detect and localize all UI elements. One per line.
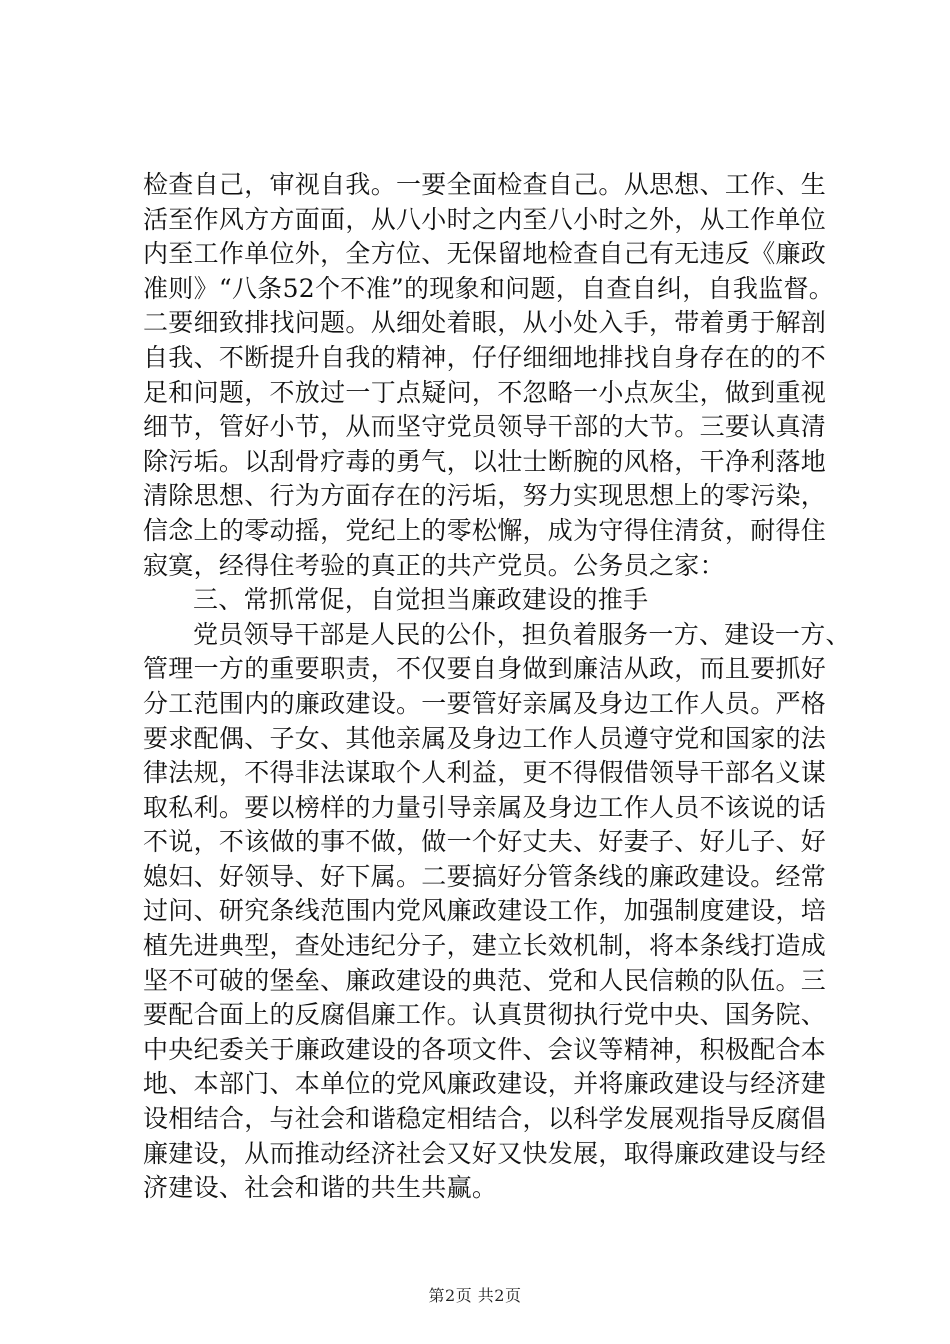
body-line: 准则》“八条52个不准”的现象和问题，自查自纠，自我监督。 [143, 273, 835, 303]
paragraph-line: 中央纪委关于廉政建设的各项文件、会议等精神，积极配合本 [143, 1034, 827, 1064]
body-line: 细节，管好小节，从而坚守党员领导干部的大节。三要认真清 [143, 412, 827, 442]
paragraph-first-line: 党员领导干部是人民的公仆，担负着服务一方、建设一方、 [193, 619, 851, 649]
body-line: 检查自己，审视自我。一要全面检查自己。从思想、工作、生 [143, 170, 827, 199]
paragraph-line: 植先进典型，查处违纪分子，建立长效机制，将本条线打造成 [143, 931, 827, 961]
paragraph-line: 过问、研究条线范围内党风廉政建设工作，加强制度建设，培 [143, 896, 827, 926]
paragraph-line: 坚不可破的堡垒、廉政建设的典范、党和人民信赖的队伍。三 [143, 965, 827, 995]
paragraph-line: 不说，不该做的事不做，做一个好丈夫、好妻子、好儿子、好 [143, 827, 827, 857]
paragraph-line: 律法规，不得非法谋取个人利益，更不得假借领导干部名义谋 [143, 758, 827, 788]
page-footer: 第2页 共2页 [428, 1286, 522, 1305]
paragraph-line: 要求配偶、子女、其他亲属及身边工作人员遵守党和国家的法 [143, 723, 827, 753]
body-line: 寂寞，经得住考验的真正的共产党员。公务员之家： [143, 550, 725, 580]
body-line: 活至作风方方面面，从八小时之内至八小时之外，从工作单位 [143, 204, 827, 234]
body-line: 自我、不断提升自我的精神，仔仔细细地排找自身存在的的不 [143, 342, 827, 372]
paragraph-line: 要配合面上的反腐倡廉工作。认真贯彻执行党中央、国务院、 [143, 1000, 827, 1030]
document-body [143, 168, 855, 1206]
paragraph-line: 设相结合，与社会和谐稳定相结合，以科学发展观指导反腐倡 [143, 1104, 827, 1134]
body-line: 内至工作单位外，全方位、无保留地检查自己有无违反《廉政 [143, 239, 827, 269]
body-line: 除污垢。以刮骨疗毒的勇气，以壮士断腕的风格，干净利落地 [143, 446, 827, 476]
paragraph-line: 济建设、社会和谐的共生共赢。 [143, 1173, 498, 1203]
paragraph-line: 廉建设，从而推动经济社会又好又快发展，取得廉政建设与经 [143, 1138, 827, 1168]
paragraph-line: 分工范围内的廉政建设。一要管好亲属及身边工作人员。严格 [143, 688, 827, 718]
body-line: 清除思想、行为方面存在的污垢，努力实现思想上的零污染， [143, 481, 827, 511]
section-heading: 三、常抓常促，自觉担当廉政建设的推手 [193, 585, 649, 615]
body-line: 二要细致排找问题。从细处着眼，从小处入手，带着勇于解剖 [143, 308, 827, 338]
paragraph-line: 媳妇、好领导、好下属。二要搞好分管条线的廉政建设。经常 [143, 861, 827, 891]
body-line: 足和问题，不放过一丁点疑问，不忽略一小点灰尘，做到重视 [143, 377, 827, 407]
paragraph-line: 地、本部门、本单位的党风廉政建设，并将廉政建设与经济建 [143, 1069, 827, 1099]
paragraph-line: 管理一方的重要职责，不仅要自身做到廉洁从政，而且要抓好 [143, 654, 827, 684]
body-line: 信念上的零动摇，党纪上的零松懈，成为守得住清贫，耐得住 [143, 515, 827, 545]
paragraph-line: 取私利。要以榜样的力量引导亲属及身边工作人员不该说的话 [143, 792, 827, 822]
